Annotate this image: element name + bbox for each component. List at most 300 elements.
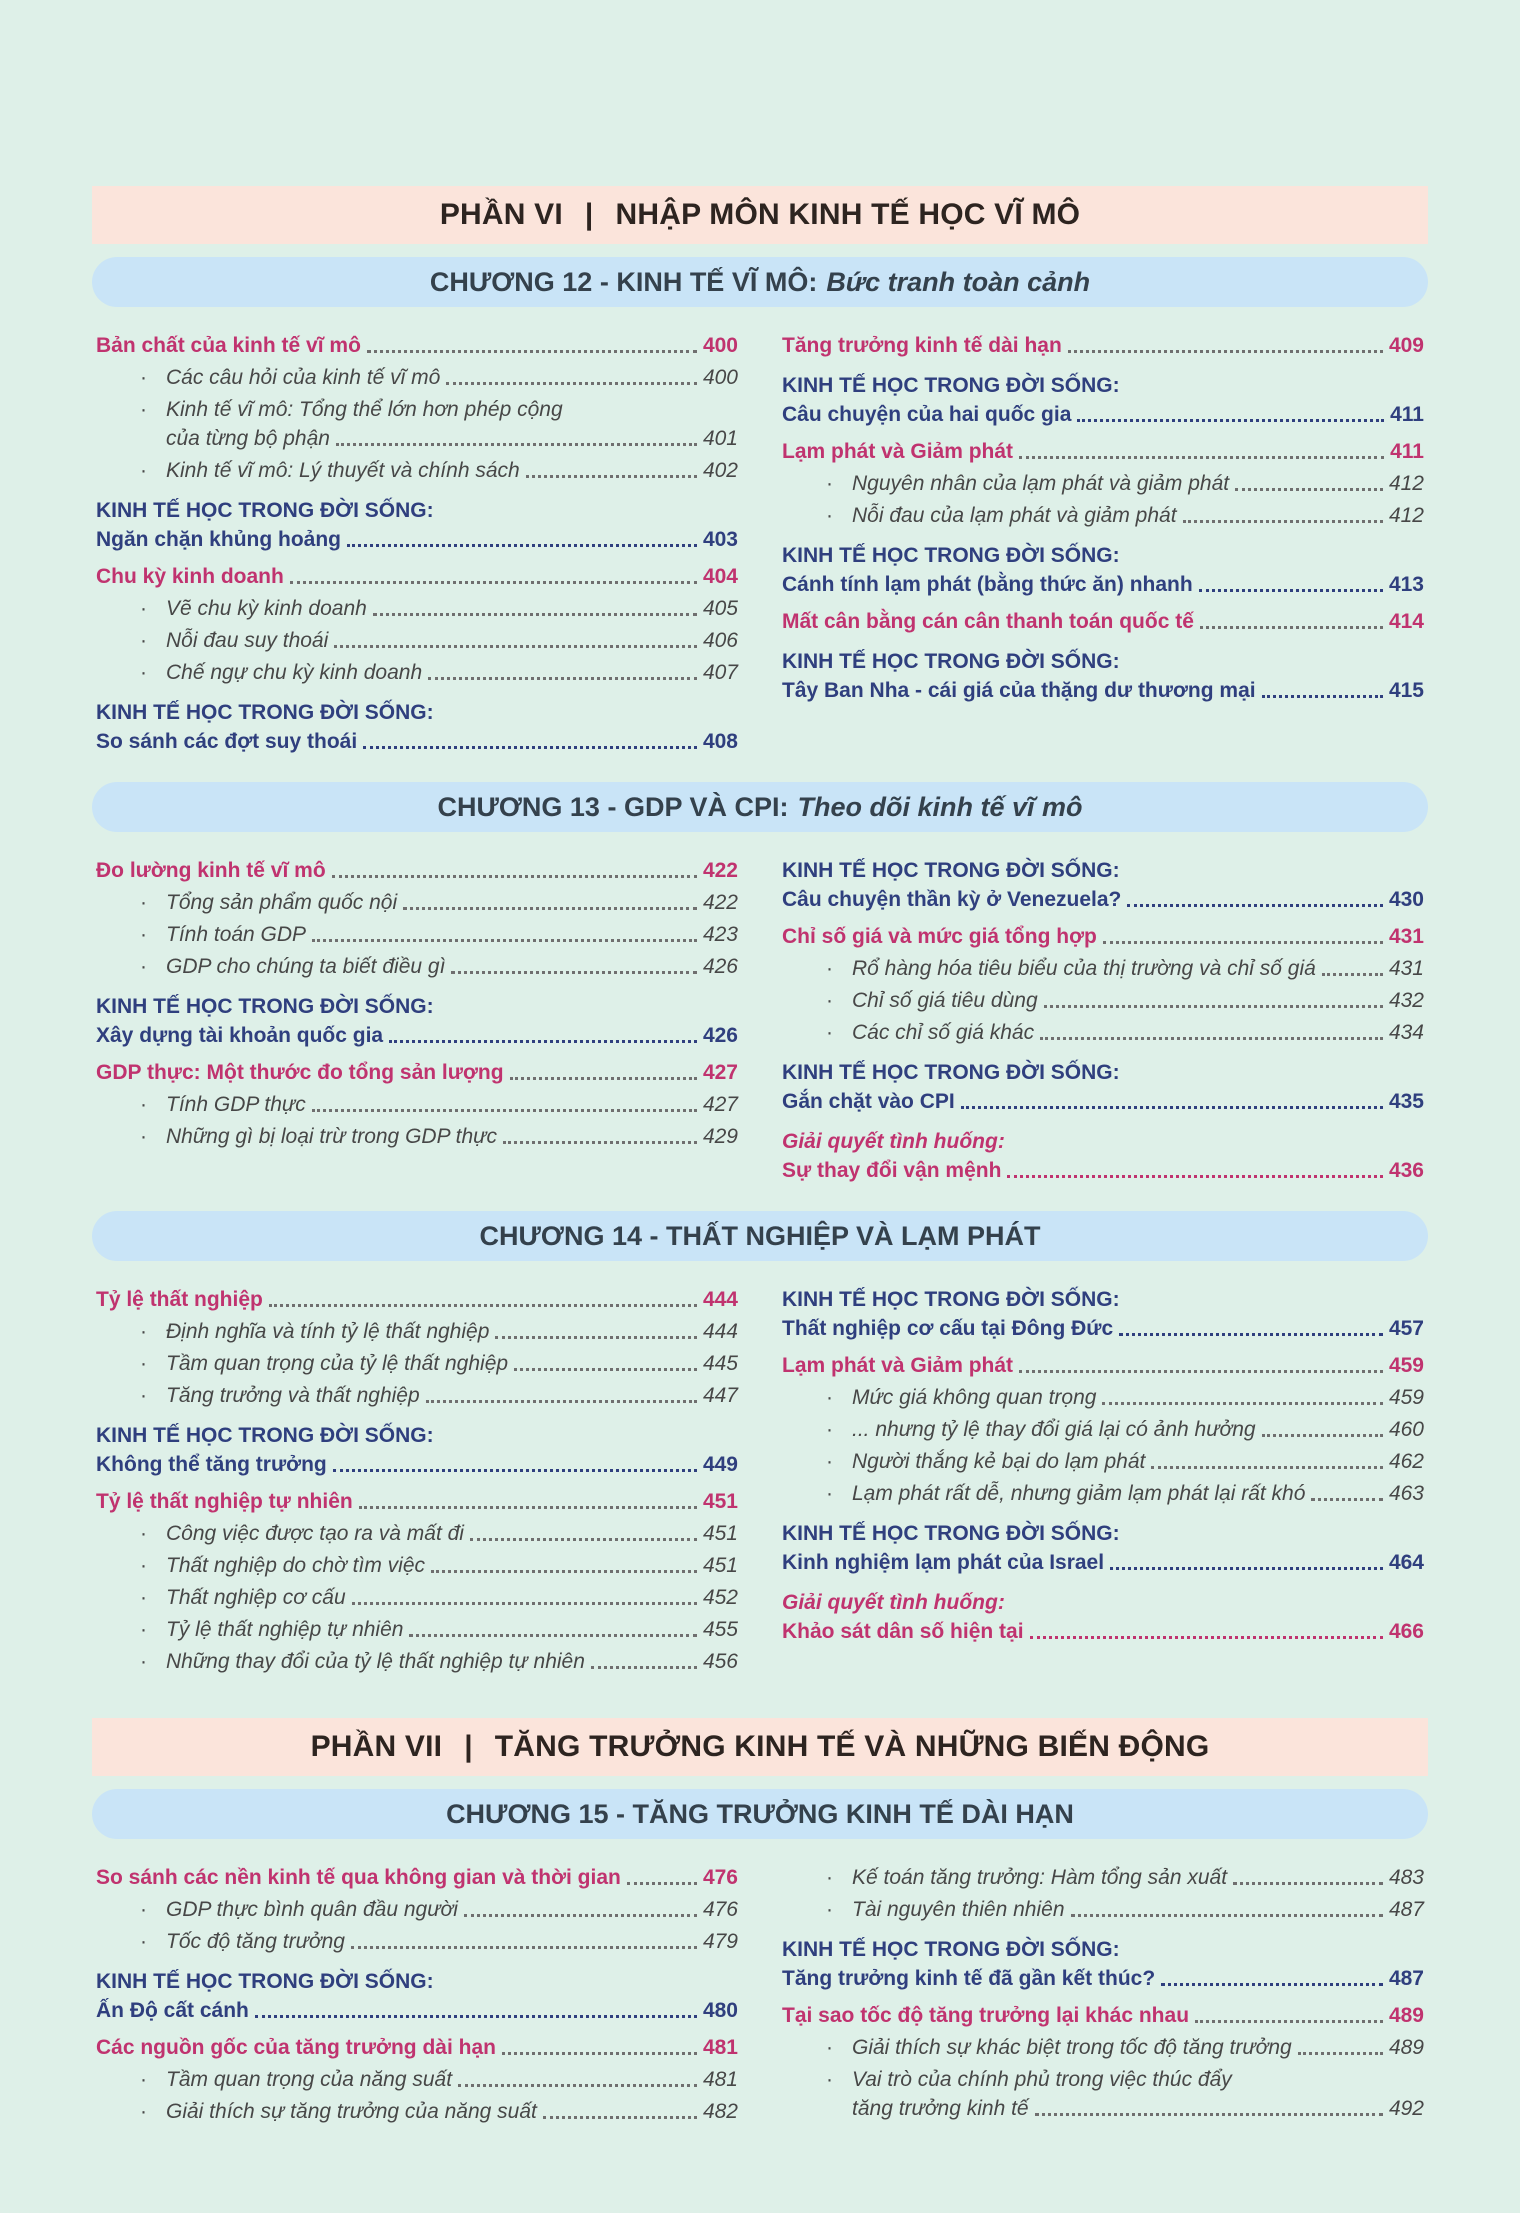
- entry-text: Các chỉ số giá khác: [852, 1021, 1035, 1044]
- pipe-separator: |: [464, 1730, 473, 1763]
- entry-line: [782, 2001, 1424, 2030]
- toc-column-right: [782, 1285, 1424, 1676]
- dot-leader: [1199, 589, 1383, 592]
- entry-text: ... nhưng tỷ lệ thay đổi giá lại có ảnh hưởng: [852, 1418, 1256, 1441]
- entry-line: [96, 856, 738, 885]
- label-text: KINH TẾ HỌC TRONG ĐỜI SỐNG:: [96, 1424, 434, 1447]
- toc-entry-main: [96, 331, 738, 360]
- dot-leader: [426, 1400, 697, 1403]
- dot-leader: [373, 613, 697, 616]
- toc-entry-blue: [782, 1964, 1424, 1993]
- toc-entry-sub: [96, 920, 738, 949]
- entry-line: [96, 2033, 738, 2062]
- bullet-dot: ·: [140, 2068, 147, 2091]
- entry-text: Tốc độ tăng trưởng: [166, 1930, 345, 1953]
- bullet-dot: ·: [140, 1930, 147, 1953]
- dot-leader: [1311, 1498, 1383, 1501]
- page-number: 459: [1388, 1386, 1424, 1409]
- page-number: 431: [1388, 957, 1424, 980]
- page-number: 462: [1388, 1450, 1424, 1473]
- dot-leader: [359, 1506, 697, 1509]
- toc-section-label: [96, 992, 738, 1021]
- chapter-title: CHƯƠNG 14 - THẤT NGHIỆP VÀ LẠM PHÁT: [479, 1220, 1041, 1251]
- entry-line: [782, 922, 1424, 951]
- entry-text: Kinh tế vĩ mô: Tổng thể lớn hơn phép cộng: [166, 398, 563, 421]
- entry-line: [782, 2065, 1424, 2094]
- part-title: NHẬP MÔN KINH TẾ HỌC VĨ MÔ: [615, 198, 1081, 231]
- toc-column-left: [96, 331, 738, 756]
- entry-line: [782, 400, 1424, 429]
- page-number: 444: [702, 1288, 738, 1311]
- entry-text: So sánh các nền kinh tế qua không gian và thời gian: [96, 1866, 621, 1889]
- toc-case-label: [782, 1588, 1424, 1617]
- dot-leader: [1071, 1914, 1383, 1917]
- toc-entry-blue: [782, 676, 1424, 705]
- entry-line: [782, 1548, 1424, 1577]
- dot-leader: [332, 875, 697, 878]
- bullet-dot: ·: [826, 957, 833, 980]
- entry-text: Không thể tăng trưởng: [96, 1453, 327, 1476]
- bullet-dot: ·: [140, 2100, 147, 2123]
- toc-entry-blue: [96, 1996, 738, 2025]
- entry-line: [782, 570, 1424, 599]
- entry-text: Định nghĩa và tính tỷ lệ thất nghiệp: [166, 1320, 490, 1343]
- bullet-dot: ·: [140, 1618, 147, 1641]
- page-number: 457: [1388, 1317, 1424, 1340]
- entry-text: Tỷ lệ thất nghiệp tự nhiên: [96, 1490, 353, 1513]
- label-text: Giải quyết tình huống:: [782, 1591, 1005, 1614]
- entry-line: [782, 1964, 1424, 1993]
- entry-line: [96, 727, 738, 756]
- dot-leader: [961, 1106, 1383, 1109]
- toc-entry-main: [782, 1351, 1424, 1380]
- bullet-dot: ·: [140, 1093, 147, 1116]
- page-number: 449: [702, 1453, 738, 1476]
- entry-text: Ngăn chặn khủng hoảng: [96, 528, 341, 551]
- toc-entry-blue: [782, 570, 1424, 599]
- entry-line: [782, 1895, 1424, 1924]
- entry-text: Khảo sát dân số hiện tại: [782, 1620, 1024, 1643]
- label-text: KINH TẾ HỌC TRONG ĐỜI SỐNG:: [782, 1061, 1120, 1084]
- entry-text: Vai trò của chính phủ trong việc thúc đẩy: [852, 2068, 1232, 2091]
- dot-leader: [333, 1469, 697, 1472]
- toc-entry-sub: [96, 1615, 738, 1644]
- dot-leader: [514, 1368, 697, 1371]
- page-number: 422: [702, 891, 738, 914]
- dot-leader: [470, 1538, 697, 1541]
- chapter-subtitle: Bức tranh toàn cảnh: [826, 266, 1091, 297]
- dot-leader: [627, 1882, 697, 1885]
- bullet-dot: ·: [140, 597, 147, 620]
- toc-entry-sub: [96, 658, 738, 687]
- toc-section-label: [782, 647, 1424, 676]
- entry-text: Câu chuyện thần kỳ ở Venezuela?: [782, 888, 1122, 911]
- bullet-dot: ·: [826, 1482, 833, 1505]
- entry-line: [782, 1447, 1424, 1476]
- page-number: 404: [702, 565, 738, 588]
- entry-text: Tài nguyên thiên nhiên: [852, 1898, 1065, 1921]
- dot-leader: [446, 382, 697, 385]
- bullet-dot: ·: [140, 1898, 147, 1921]
- toc-section-label: [96, 496, 738, 525]
- entry-text: Tổng sản phẩm quốc nội: [166, 891, 398, 914]
- dot-leader: [1110, 1567, 1383, 1570]
- dot-leader: [1019, 456, 1384, 459]
- dot-leader: [403, 907, 697, 910]
- toc-entry-main: [782, 2001, 1424, 2030]
- entry-line: [96, 395, 738, 424]
- dot-leader: [495, 1336, 697, 1339]
- page-number: 463: [1388, 1482, 1424, 1505]
- entry-text: Xây dựng tài khoản quốc gia: [96, 1024, 384, 1047]
- toc-entry-pink: [782, 1617, 1424, 1646]
- dot-leader: [1030, 1636, 1383, 1639]
- bullet-dot: ·: [140, 1650, 147, 1673]
- toc-entry-sub: [96, 1647, 738, 1676]
- toc-section-label: [782, 1519, 1424, 1548]
- toc-case-label: [782, 1127, 1424, 1156]
- toc-columns: [96, 331, 1424, 756]
- toc-entry-sub: [96, 1122, 738, 1151]
- dot-leader: [1040, 1037, 1383, 1040]
- dot-leader: [1019, 1370, 1383, 1373]
- dot-leader: [502, 2052, 697, 2055]
- entry-line: [96, 626, 738, 655]
- bullet-dot: ·: [140, 1125, 147, 1148]
- bullet-dot: ·: [140, 1522, 147, 1545]
- page-number: 466: [1388, 1620, 1424, 1643]
- entry-line: [96, 424, 738, 453]
- page-number: 476: [702, 1866, 738, 1889]
- entry-line: [96, 1519, 738, 1548]
- bullet-dot: ·: [826, 1898, 833, 1921]
- page-number: 412: [1388, 504, 1424, 527]
- toc-entry-blue: [96, 525, 738, 554]
- label-text: Giải quyết tình huống:: [782, 1130, 1005, 1153]
- toc-entry-sub: [782, 2033, 1424, 2062]
- pipe-separator: |: [584, 198, 594, 231]
- dot-leader: [347, 544, 697, 547]
- page-number: 445: [702, 1352, 738, 1375]
- dot-leader: [1200, 626, 1383, 629]
- entry-text: Lạm phát và Giảm phát: [782, 1354, 1014, 1377]
- entry-text: Lạm phát và Giảm phát: [782, 440, 1014, 463]
- page-number: 400: [702, 334, 738, 357]
- page-number: 411: [1390, 440, 1424, 463]
- entry-text: Giải thích sự khác biệt trong tốc độ tăng trưởng: [852, 2036, 1292, 2059]
- entry-text: Tỷ lệ thất nghiệp tự nhiên: [166, 1618, 404, 1641]
- toc-entry-sub: [782, 1863, 1424, 1892]
- part-header: [92, 1718, 1428, 1776]
- dot-leader: [290, 581, 697, 584]
- label-text: KINH TẾ HỌC TRONG ĐỜI SỐNG:: [782, 859, 1120, 882]
- entry-line: [96, 594, 738, 623]
- toc-entry-sub: [782, 1383, 1424, 1412]
- entry-line: [96, 920, 738, 949]
- toc-entry-main: [782, 607, 1424, 636]
- page-number: 405: [702, 597, 738, 620]
- dot-leader: [1195, 2020, 1383, 2023]
- entry-line: [96, 1122, 738, 1151]
- page-number: 436: [1388, 1159, 1424, 1182]
- toc-entry-blue: [782, 885, 1424, 914]
- toc-entry-sub: [782, 2065, 1424, 2123]
- label-text: KINH TẾ HỌC TRONG ĐỜI SỐNG:: [782, 1522, 1120, 1545]
- chapter-title: CHƯƠNG 15 - TĂNG TRƯỞNG KINH TẾ DÀI HẠN: [446, 1798, 1074, 1829]
- page-number: 431: [1388, 925, 1424, 948]
- entry-line: [96, 1583, 738, 1612]
- entry-text: Mất cân bằng cán cân thanh toán quốc tế: [782, 610, 1194, 633]
- entry-line: [96, 1996, 738, 2025]
- bullet-dot: ·: [826, 1866, 833, 1889]
- chapter-header: [92, 1211, 1428, 1261]
- bullet-dot: ·: [140, 923, 147, 946]
- dot-leader: [1035, 2113, 1383, 2116]
- page-number: 400: [702, 366, 738, 389]
- dot-leader: [1151, 1466, 1383, 1469]
- toc-entry-sub: [96, 1895, 738, 1924]
- page-number: 426: [702, 1024, 738, 1047]
- page-number: 430: [1388, 888, 1424, 911]
- bullet-dot: ·: [140, 629, 147, 652]
- dot-leader: [1235, 488, 1383, 491]
- dot-leader: [312, 1109, 697, 1112]
- page-number: 476: [702, 1898, 738, 1921]
- bullet-dot: ·: [140, 398, 147, 421]
- page-number: 427: [702, 1061, 738, 1084]
- toc-columns: [96, 856, 1424, 1185]
- entry-text: GDP thực: Một thước đo tổng sản lượng: [96, 1061, 504, 1084]
- toc-entry-blue: [96, 1021, 738, 1050]
- chapter-header: [92, 257, 1428, 307]
- dot-leader: [1298, 2052, 1383, 2055]
- entry-line: [96, 1895, 738, 1924]
- page-number: 464: [1388, 1551, 1424, 1574]
- entry-text: Tăng trưởng và thất nghiệp: [166, 1384, 420, 1407]
- entry-text: GDP thực bình quân đầu người: [166, 1898, 458, 1921]
- toc-column-right: [782, 1863, 1424, 2126]
- page-number: 427: [702, 1093, 738, 1116]
- dot-leader: [1322, 973, 1383, 976]
- page-number: 452: [702, 1586, 738, 1609]
- toc-section-label: [96, 1421, 738, 1450]
- label-text: KINH TẾ HỌC TRONG ĐỜI SỐNG:: [782, 1288, 1120, 1311]
- page-number: 415: [1388, 679, 1424, 702]
- entry-line: [782, 331, 1424, 360]
- entry-line: [782, 1087, 1424, 1116]
- dot-leader: [409, 1634, 696, 1637]
- chapter-header: [92, 782, 1428, 832]
- chapter-title: CHƯƠNG 13 - GDP VÀ CPI:: [437, 791, 789, 822]
- bullet-dot: ·: [826, 1386, 833, 1409]
- bullet-dot: ·: [826, 504, 833, 527]
- toc-section-label: [782, 1285, 1424, 1314]
- entry-line: [96, 363, 738, 392]
- dot-leader: [1103, 941, 1383, 944]
- toc-entry-sub: [96, 2097, 738, 2126]
- entry-line: [96, 1927, 738, 1956]
- entry-line: [782, 1415, 1424, 1444]
- page-number: 455: [702, 1618, 738, 1641]
- entry-text: Câu chuyện của hai quốc gia: [782, 403, 1072, 426]
- entry-text: Những gì bị loại trừ trong GDP thực: [166, 1125, 497, 1148]
- entry-text: Giải thích sự tăng trưởng của năng suất: [166, 2100, 537, 2123]
- dot-leader: [1077, 419, 1384, 422]
- entry-text: Nỗi đau suy thoái: [166, 629, 329, 652]
- toc-entry-main: [782, 922, 1424, 951]
- entry-text: Kinh nghiệm lạm phát của Israel: [782, 1551, 1105, 1574]
- toc-section-label: [782, 541, 1424, 570]
- entry-text: Tăng trưởng kinh tế dài hạn: [782, 334, 1062, 357]
- bullet-dot: ·: [826, 1418, 833, 1441]
- dot-leader: [526, 475, 697, 478]
- page-number: 451: [702, 1490, 738, 1513]
- page-number: 406: [702, 629, 738, 652]
- bullet-dot: ·: [826, 989, 833, 1012]
- toc-entry-main: [782, 331, 1424, 360]
- entry-text: Các nguồn gốc của tăng trưởng dài hạn: [96, 2036, 496, 2059]
- dot-leader: [431, 1570, 697, 1573]
- entry-line: [96, 888, 738, 917]
- entry-text: Kinh tế vĩ mô: Lý thuyết và chính sách: [166, 459, 520, 482]
- label-text: KINH TẾ HỌC TRONG ĐỜI SỐNG:: [96, 499, 434, 522]
- toc-entry-blue: [782, 1548, 1424, 1577]
- page-number: 412: [1388, 472, 1424, 495]
- entry-line: [96, 952, 738, 981]
- entry-text: tăng trưởng kinh tế: [852, 2097, 1029, 2120]
- entry-line: [782, 607, 1424, 636]
- entry-line: [782, 501, 1424, 530]
- dot-leader: [1044, 1005, 1383, 1008]
- toc-entry-main: [96, 1863, 738, 1892]
- entry-text: Người thắng kẻ bại do lạm phát: [852, 1450, 1146, 1473]
- entry-line: [96, 1058, 738, 1087]
- page-number: 456: [702, 1650, 738, 1673]
- toc-entry-sub: [96, 952, 738, 981]
- bullet-dot: ·: [826, 1021, 833, 1044]
- entry-text: của từng bộ phận: [166, 427, 330, 450]
- page-number: 435: [1388, 1090, 1424, 1113]
- label-text: KINH TẾ HỌC TRONG ĐỜI SỐNG:: [96, 995, 434, 1018]
- toc-entry-sub: [96, 2065, 738, 2094]
- page-number: 451: [702, 1554, 738, 1577]
- toc-section-label: [96, 698, 738, 727]
- toc-entry-sub: [782, 1479, 1424, 1508]
- entry-line: [96, 1647, 738, 1676]
- dot-leader: [1102, 1402, 1382, 1405]
- dot-leader: [1007, 1175, 1383, 1178]
- entry-line: [782, 469, 1424, 498]
- entry-text: Tỷ lệ thất nghiệp: [96, 1288, 263, 1311]
- toc-entry-sub: [782, 1895, 1424, 1924]
- page-number: 451: [702, 1522, 738, 1545]
- entry-text: Chu kỳ kinh doanh: [96, 565, 284, 588]
- page-number: 402: [702, 459, 738, 482]
- toc-column-right: [782, 331, 1424, 756]
- page-number: 408: [702, 730, 738, 753]
- dot-leader: [334, 645, 697, 648]
- toc-entry-sub: [96, 1381, 738, 1410]
- page-number: 487: [1388, 1898, 1424, 1921]
- entry-line: [96, 658, 738, 687]
- dot-leader: [458, 2084, 697, 2087]
- toc-entry-sub: [96, 1317, 738, 1346]
- toc-entry-sub: [782, 1415, 1424, 1444]
- label-text: KINH TẾ HỌC TRONG ĐỜI SỐNG:: [96, 1970, 434, 1993]
- entry-line: [782, 1156, 1424, 1185]
- page-number: 481: [702, 2068, 738, 2091]
- entry-line: [96, 1349, 738, 1378]
- dot-leader: [428, 677, 697, 680]
- dot-leader: [464, 1914, 697, 1917]
- toc-entry-main: [96, 2033, 738, 2062]
- label-text: KINH TẾ HỌC TRONG ĐỜI SỐNG:: [782, 544, 1120, 567]
- page-number: 414: [1388, 610, 1424, 633]
- entry-text: Thất nghiệp do chờ tìm việc: [166, 1554, 425, 1577]
- entry-line: [96, 1551, 738, 1580]
- bullet-dot: ·: [140, 459, 147, 482]
- entry-text: Chế ngự chu kỳ kinh doanh: [166, 661, 423, 684]
- label-text: KINH TẾ HỌC TRONG ĐỜI SỐNG:: [782, 1938, 1120, 1961]
- entry-line: [782, 2094, 1424, 2123]
- bullet-dot: ·: [140, 891, 147, 914]
- page-number: 407: [702, 661, 738, 684]
- toc-column-left: [96, 1863, 738, 2126]
- page-number: 447: [702, 1384, 738, 1407]
- entry-text: Công việc được tạo ra và mất đi: [166, 1522, 464, 1545]
- toc-section-label: [96, 1967, 738, 1996]
- page-number: 413: [1388, 573, 1424, 596]
- dot-leader: [336, 443, 697, 446]
- page-number: 422: [702, 859, 738, 882]
- entry-text: Tây Ban Nha - cái giá của thặng dư thương mại: [782, 679, 1256, 702]
- entry-line: [782, 1314, 1424, 1343]
- entry-text: Rổ hàng hóa tiêu biểu của thị trường và chỉ số giá: [852, 957, 1316, 980]
- entry-text: Đo lường kinh tế vĩ mô: [96, 859, 326, 882]
- toc-entry-sub: [96, 1090, 738, 1119]
- dot-leader: [1161, 1983, 1383, 1986]
- entry-line: [782, 954, 1424, 983]
- toc-entry-sub: [96, 594, 738, 623]
- page-number: 479: [702, 1930, 738, 1953]
- entry-text: Cánh tính lạm phát (bằng thức ăn) nhanh: [782, 573, 1193, 596]
- dot-leader: [1068, 350, 1383, 353]
- page-number: 459: [1388, 1354, 1424, 1377]
- dot-leader: [351, 1946, 697, 1949]
- entry-line: [782, 437, 1424, 466]
- entry-line: [96, 1450, 738, 1479]
- bullet-dot: ·: [140, 661, 147, 684]
- dot-leader: [269, 1304, 697, 1307]
- entry-line: [782, 1863, 1424, 1892]
- entry-text: Chỉ số giá tiêu dùng: [852, 989, 1038, 1012]
- toc-section-label: [782, 856, 1424, 885]
- entry-text: So sánh các đợt suy thoái: [96, 730, 358, 753]
- dot-leader: [312, 939, 697, 942]
- toc-entry-blue: [96, 727, 738, 756]
- entry-line: [96, 562, 738, 591]
- toc-entry-blue: [782, 400, 1424, 429]
- toc-column-right: [782, 856, 1424, 1185]
- entry-text: Nỗi đau của lạm phát và giảm phát: [852, 504, 1177, 527]
- toc-entry-main: [96, 1487, 738, 1516]
- page-number: 423: [702, 923, 738, 946]
- toc-entry-pink: [782, 1156, 1424, 1185]
- entry-line: [782, 1018, 1424, 1047]
- entry-text: Sự thay đổi vận mệnh: [782, 1159, 1002, 1182]
- page-number: 492: [1388, 2097, 1424, 2120]
- toc-section-label: [782, 371, 1424, 400]
